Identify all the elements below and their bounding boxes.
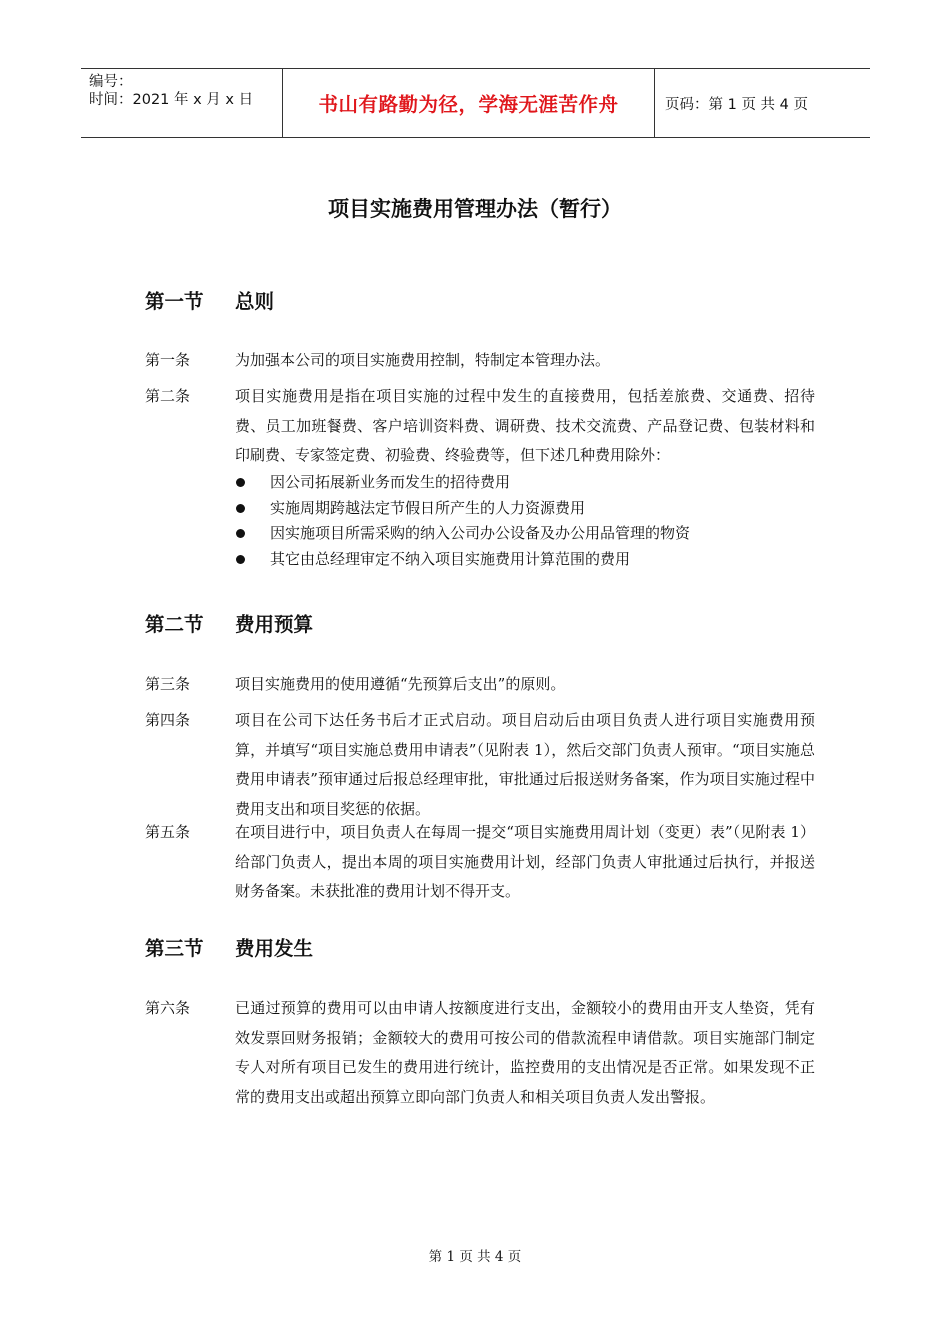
time-label: 时间：2021 年 x 月 x 日 <box>89 92 254 108</box>
bullet-icon <box>236 555 245 564</box>
article-text: 为加强本公司的项目实施费用控制，特制定本管理办法。 <box>235 351 611 369</box>
article-label: 第六条 <box>145 999 191 1017</box>
section-name: 费用预算 <box>235 613 314 636</box>
header-page-cell <box>655 69 870 137</box>
list-item: 实施周期跨越法定节假日所产生的人力资源费用 <box>236 496 690 522</box>
article-label: 第二条 <box>145 387 191 405</box>
article-text: 已通过预算的费用可以由申请人按额度进行支出，金额较小的费用由开支人垫资，凭有效发票回财务报销；金额较大的费用可按公司的借款流程申请借款。项目实施部门制定专人对所有项目已发生的费用进行统计，监控费用的支出情况是否正常。如果发现不正常的费用支出或超出预算立即向部门负责人和相关项目负责人发出警报。 <box>235 999 815 1106</box>
header-motto-cell <box>282 69 655 137</box>
article-label: 第三条 <box>145 675 191 693</box>
article <box>145 818 815 907</box>
article <box>145 670 815 700</box>
article <box>145 706 815 824</box>
header-meta <box>81 69 282 137</box>
exclusion-list <box>236 470 690 572</box>
section-name: 总则 <box>235 290 275 313</box>
article <box>145 346 815 376</box>
article <box>145 994 815 1112</box>
section-number: 第一节 <box>145 290 204 313</box>
article-text: 项目实施费用的使用遵循“先预算后支出”的原则。 <box>235 675 566 693</box>
section-heading <box>145 286 274 314</box>
list-item: 因实施项目所需采购的纳入公司办公设备及办公用品管理的物资 <box>236 521 690 547</box>
document-title: 项目实施费用管理办法（暂行） <box>328 197 622 221</box>
article-label: 第四条 <box>145 711 191 729</box>
article <box>145 382 815 471</box>
article-label: 第一条 <box>145 351 191 369</box>
article-text: 项目在公司下达任务书后才正式启动。项目启动后由项目负责人进行项目实施费用预算，并填写“项目实施总费用申请表”（见附表 1），然后交部门负责人预审。“项目实施总费用申请表”预审通过后报总经理审批，审批通过后报送财务备案，作为项目实施过程中费用支出和项目奖惩的依据。 <box>235 711 815 818</box>
section-number: 第二节 <box>145 613 204 636</box>
header-table <box>81 68 870 138</box>
bullet-icon <box>236 504 245 513</box>
list-item: 其它由总经理审定不纳入项目实施费用计算范围的费用 <box>236 547 690 573</box>
number-label: 编号： <box>89 74 133 90</box>
bullet-icon <box>236 478 245 487</box>
bullet-icon <box>236 529 245 538</box>
article-text: 在项目进行中，项目负责人在每周一提交“项目实施费用周计划（变更）表”（见附表 1）给部门负责人，提出本周的项目实施费用计划，经部门负责人审批通过后执行，并报送财务备案。未获批准的费用计划不得开支。 <box>235 823 815 900</box>
list-item: 因公司拓展新业务而发生的招待费用 <box>236 470 690 496</box>
page-label: 页码：第 1 页 共 4 页 <box>665 96 808 113</box>
section-name: 费用发生 <box>235 937 314 960</box>
article-text: 项目实施费用是指在项目实施的过程中发生的直接费用，包括差旅费、交通费、招待费、员工加班餐费、客户培训资料费、调研费、技术交流费、产品登记费、包装材料和印刷费、专家签定费、初验费、终验费等，但下述几种费用除外： <box>235 387 815 464</box>
motto: 书山有路勤为径，学海无涯苦作舟 <box>318 93 619 116</box>
section-heading <box>145 933 313 961</box>
page-footer: 第 1 页 共 4 页 <box>428 1249 522 1265</box>
section-number: 第三节 <box>145 937 204 960</box>
article-label: 第五条 <box>145 823 191 841</box>
section-heading <box>145 609 313 637</box>
